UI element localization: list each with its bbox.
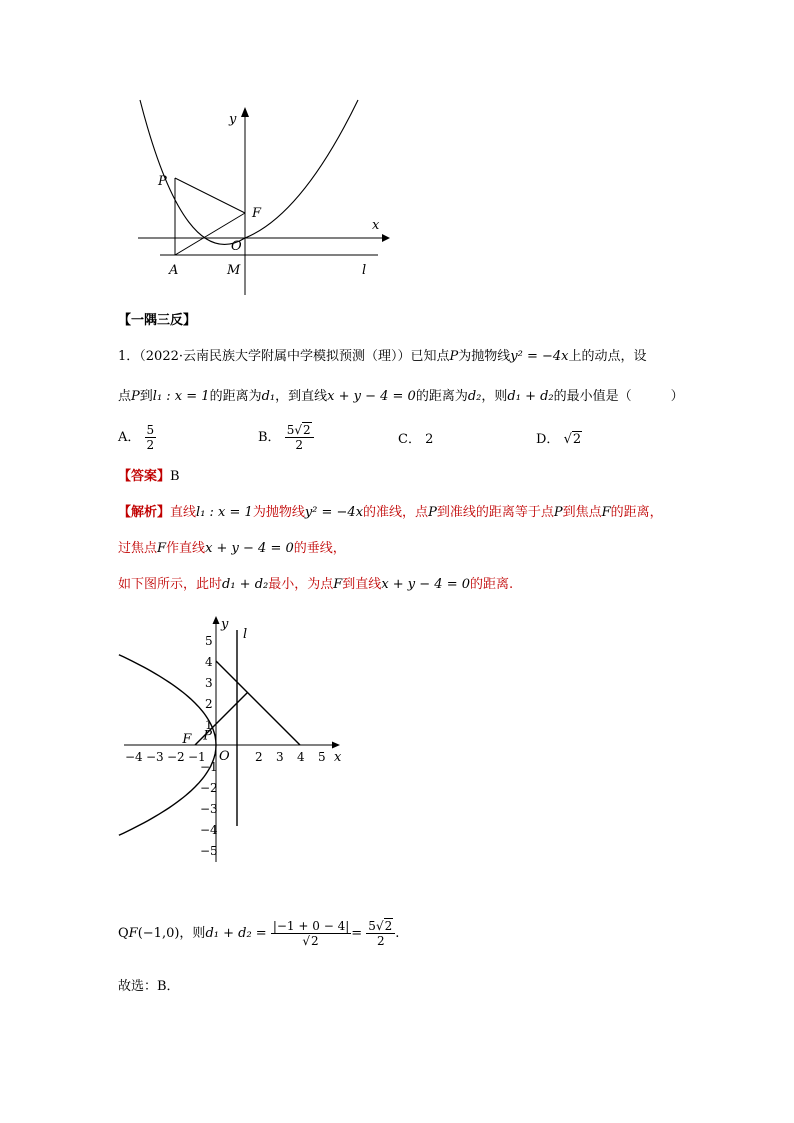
analysis-text: 为抛物线 — [252, 505, 305, 520]
x-tick-label: −4 — [125, 750, 143, 764]
figure2-content — [119, 616, 342, 862]
analysis-line-2 — [118, 542, 346, 555]
radicand: 2 — [311, 934, 319, 948]
x-axis-arrow — [332, 742, 340, 749]
analysis-text: 直线 — [170, 505, 197, 520]
option-C[interactable] — [398, 433, 433, 446]
math-F: F — [333, 577, 343, 592]
analysis-text: 到准线的距离等于点 — [436, 505, 554, 520]
y-tick-label: −1 — [200, 760, 218, 774]
equals-sign: = — [351, 926, 363, 941]
question-source: （2022·云南民族大学附属中学模拟预测（理）） — [139, 349, 411, 364]
math-P: P — [553, 505, 563, 520]
section-heading: 【一隅三反】 — [118, 313, 197, 328]
option-D[interactable] — [536, 433, 582, 446]
math-line-eq: x + y − 4 = 0 — [381, 577, 471, 592]
radicand: 2 — [572, 432, 582, 447]
figure-parabola-left — [118, 612, 358, 867]
y-tick-label: −3 — [200, 802, 218, 816]
question-text: 为抛物线 — [458, 349, 511, 364]
option-label: D． — [536, 432, 560, 447]
label-P: P — [203, 728, 212, 744]
math-P: P — [449, 349, 459, 364]
fraction-numerator: 5√2 — [285, 424, 314, 438]
label-x: x — [334, 750, 342, 765]
figure-parabola-upward — [120, 95, 400, 300]
x-tick-label: −3 — [146, 750, 164, 764]
label-l: l — [362, 263, 367, 278]
parabola-curve — [140, 100, 358, 244]
analysis-text: 的距离. — [470, 577, 514, 592]
question-text: 到 — [139, 389, 153, 404]
math-d1: d₁ — [261, 389, 276, 404]
conclusion-line — [118, 920, 399, 947]
x-tick-label: −2 — [167, 750, 185, 764]
analysis-text: 作直线 — [166, 541, 206, 556]
line-x-plus-y-minus-4 — [216, 661, 300, 745]
x-tick-label: −1 — [188, 750, 206, 764]
y-tick-label: 4 — [205, 655, 213, 669]
x-tick-label: 3 — [276, 750, 284, 764]
y-tick-label: 3 — [205, 676, 213, 690]
y-tick-label: −2 — [200, 781, 218, 795]
label-F: F — [252, 206, 262, 221]
fraction-numerator: |−1 + 0 − 4| — [272, 919, 350, 933]
option-label: B． — [258, 430, 281, 445]
question-line-2 — [118, 390, 684, 403]
label-O: O — [231, 239, 242, 254]
x-tick-label: 5 — [318, 750, 326, 764]
label-x: x — [372, 218, 380, 233]
math-parabola-eq: y² = −4x — [304, 505, 364, 520]
x-tick-label: 2 — [255, 750, 263, 764]
math-line-l1: l₁ : x = 1 — [196, 505, 253, 520]
label-l: l — [243, 627, 248, 642]
analysis-text: 到焦点 — [562, 505, 602, 520]
segment-PF — [175, 178, 245, 213]
y-tick-label: −5 — [200, 844, 218, 858]
question-text: 已知点 — [410, 349, 450, 364]
option-B[interactable] — [258, 424, 314, 451]
radicand: 2 — [384, 919, 393, 933]
math-line-eq: x + y − 4 = 0 — [327, 389, 416, 404]
option-A[interactable] — [118, 424, 156, 451]
analysis-text: 如下图所示，此时 — [118, 577, 223, 592]
math-line-eq: x + y − 4 = 0 — [205, 541, 294, 556]
fraction-5-over-2 — [145, 424, 157, 451]
analysis-text: 到直线 — [342, 577, 382, 592]
label-y: y — [221, 617, 229, 632]
label-F: F — [182, 731, 192, 747]
math-F: F — [157, 541, 167, 556]
fraction-result — [366, 920, 395, 947]
fraction-denominator: 2 — [376, 934, 385, 948]
math-sum: d₁ + d₂ = — [205, 926, 267, 941]
answer-value: B — [170, 469, 180, 484]
math-point: (−1,0) — [137, 926, 180, 941]
math-sum: d₁ + d₂ — [507, 389, 554, 404]
analysis-text: 最小，为点 — [268, 577, 334, 592]
analysis-line-3 — [118, 578, 513, 591]
y-tick-label: −4 — [200, 823, 218, 837]
math-line-l1: l₁ : x = 1 — [152, 389, 210, 404]
math-F: F — [601, 505, 611, 520]
math-d2: d₂ — [467, 389, 482, 404]
question-text: 的距离为 — [415, 389, 468, 404]
analysis-text: 的距离， — [610, 505, 663, 520]
math-parabola-eq: y² = −4x — [510, 349, 569, 364]
analysis-text: 的准线，点 — [363, 505, 429, 520]
option-label: A． — [118, 430, 141, 445]
y-tick-label: 2 — [205, 697, 213, 711]
question-text: 的距离为 — [209, 389, 262, 404]
fraction-denominator: √2 — [302, 934, 319, 948]
label-y: y — [229, 112, 237, 127]
label-P: P — [158, 174, 167, 189]
question-number: 1． — [118, 349, 140, 364]
analysis-label: 【解析】 — [118, 505, 171, 520]
final-answer: 故选：B． — [118, 979, 180, 994]
fraction-distance — [271, 920, 351, 947]
x-axis-arrow — [382, 234, 390, 242]
label-O: O — [219, 749, 230, 764]
question-text: 的最小值是（ ） — [553, 389, 684, 404]
label-M: M — [227, 263, 241, 278]
option-value: 2 — [425, 432, 434, 447]
conclusion-text: ，则 — [179, 926, 206, 941]
question-text: 点 — [118, 389, 132, 404]
y-axis-arrow — [241, 107, 249, 117]
math-sum: d₁ + d₂ — [222, 577, 269, 592]
answer-label: 【答案】 — [118, 469, 171, 484]
y-tick-label: 5 — [205, 634, 213, 648]
math-P: P — [428, 505, 437, 520]
label-A: A — [169, 263, 179, 278]
y-axis-arrow — [213, 616, 220, 624]
analysis-text: 过焦点 — [118, 541, 158, 556]
fraction-numerator: 5√2 — [366, 920, 395, 934]
analysis-text: 的垂线， — [293, 541, 346, 556]
option-label: C． — [398, 432, 421, 447]
option-value: √2 — [563, 432, 582, 447]
coefficient: 5 — [368, 919, 376, 933]
math-P: P — [131, 389, 140, 404]
y-tick-label: 1 — [205, 718, 213, 732]
question-text: 上的动点，设 — [568, 349, 647, 364]
analysis-line-1 — [118, 506, 663, 519]
math-F: F — [128, 926, 138, 941]
conclusion-end: . — [395, 926, 400, 941]
radicand: 2 — [303, 423, 311, 437]
fraction-numerator: 5 — [146, 423, 155, 437]
answer-line — [118, 470, 180, 483]
fraction-denominator: 2 — [146, 438, 155, 452]
question-text: ，到直线 — [275, 389, 328, 404]
x-tick-label: 4 — [297, 750, 305, 764]
question-line-1 — [118, 350, 647, 363]
conclusion-prefix: Q — [118, 926, 129, 941]
fraction-5root2-over-2 — [285, 424, 314, 451]
question-text: ，则 — [481, 389, 508, 404]
coefficient: 5 — [286, 423, 295, 437]
fraction-denominator: 2 — [295, 438, 303, 452]
